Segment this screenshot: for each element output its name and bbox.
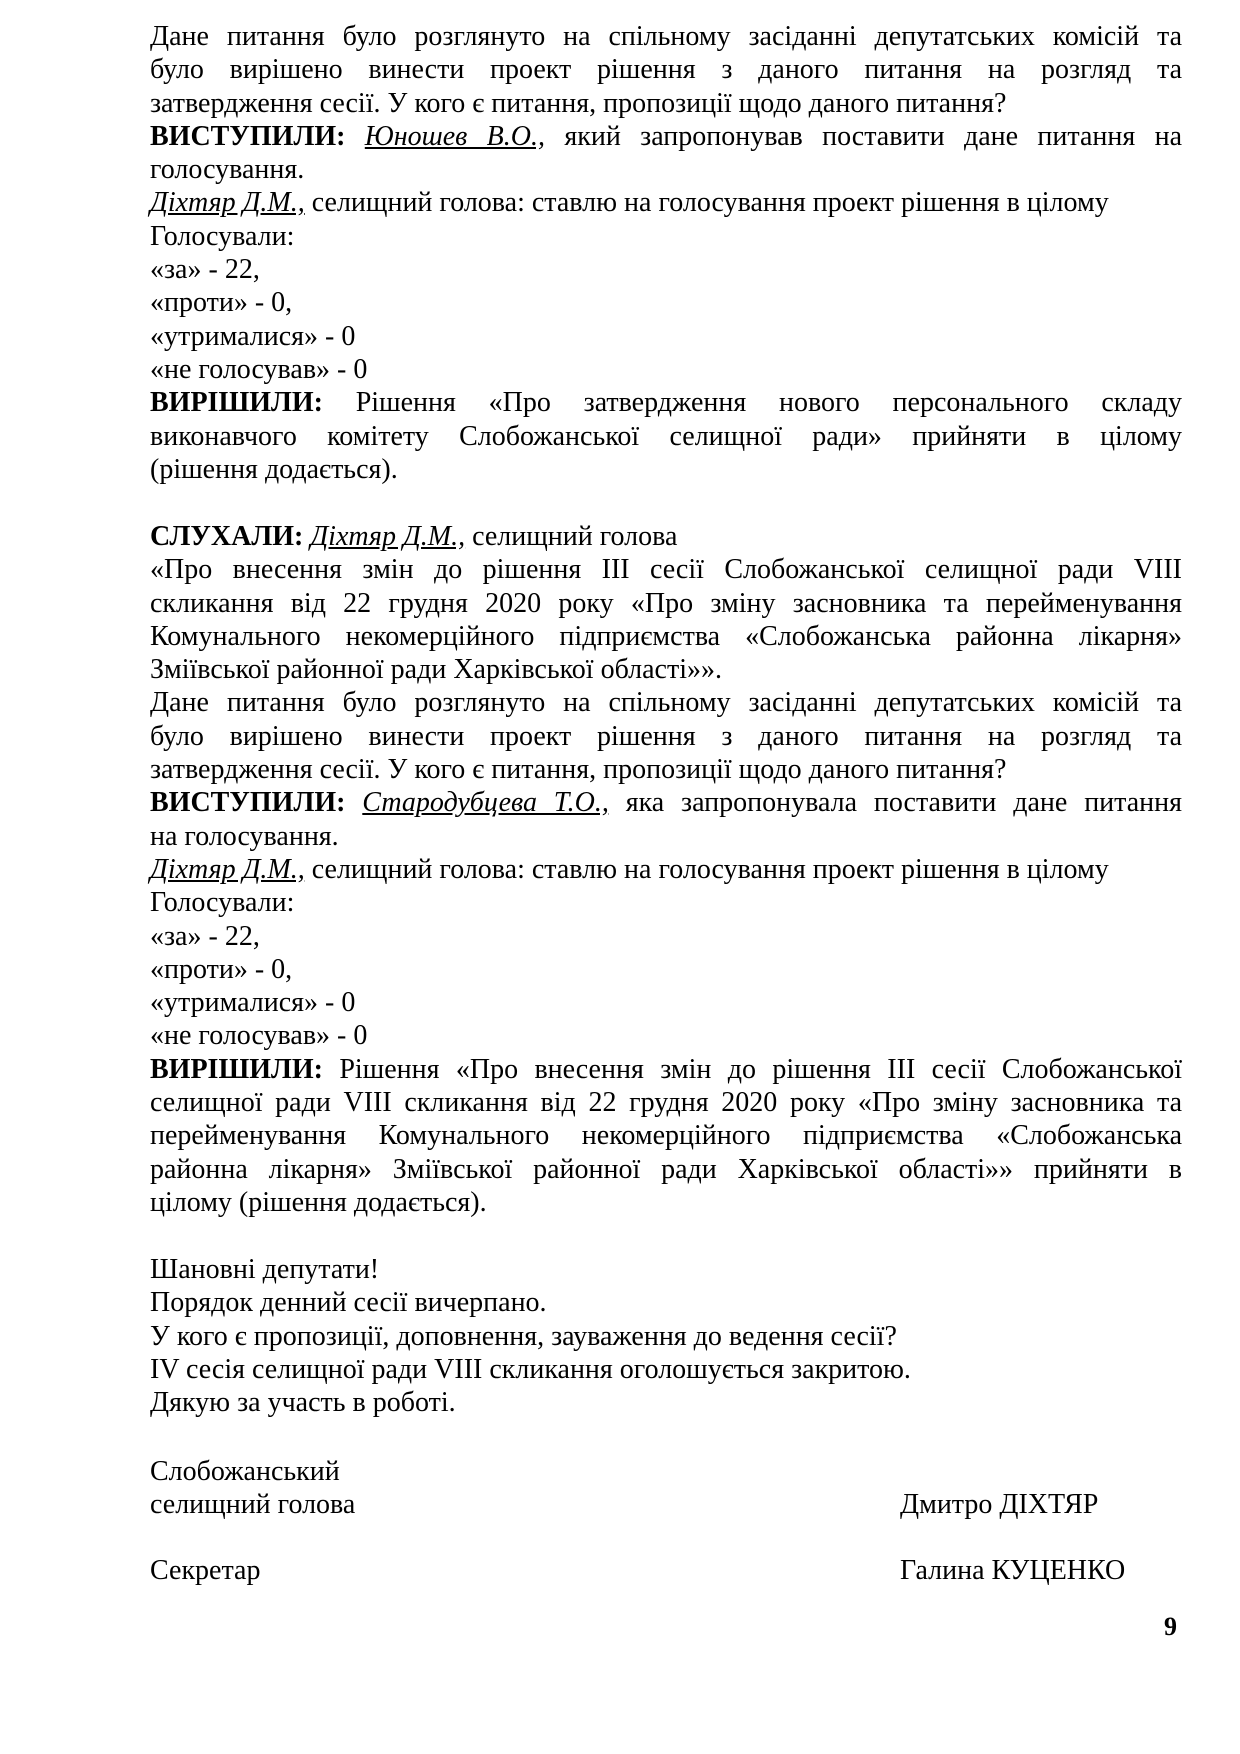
heard-name: Діхтяр Д.М., (310, 521, 466, 552)
head-title-line1: Слобожанський (150, 1456, 340, 1487)
head-statement-text: селищний голова: ставлю на голосування проект рішення в цілому (304, 853, 1109, 885)
spoke-line (150, 120, 1182, 153)
head-statement-text: селищний голова: ставлю на голосування проект рішення в цілому (304, 187, 1109, 219)
vote-against: «проти» - 0, (150, 287, 293, 319)
page-number: 9 (1164, 1612, 1177, 1641)
paragraph-line: затвердження сесії. У кого є питання, пропозиції щодо даного питання? (150, 754, 1007, 786)
decided-line: виконавчого комітету Слобожанської селищної ради» прийняти в цілому (150, 420, 1182, 452)
decided-line: (рішення додається). (150, 453, 398, 485)
topic-line: Комунального некомерційного підприємства «Слобожанська районна лікарня» (150, 620, 1182, 652)
closing-line: Порядок денний сесії вичерпано. (150, 1287, 547, 1319)
secretary-signature-name: Галина КУЦЕНКО (900, 1555, 1126, 1586)
decided-line: районна лікарня» Зміївської районної ради Харківської області»» прийняти в (150, 1153, 1182, 1185)
decided-label: ВИРІШИЛИ: (150, 1053, 323, 1085)
paragraph-line: Дане питання було розглянуто на спільному засіданні депутатських комісій та (150, 687, 1182, 719)
paragraph-line: затвердження сесії. У кого є питання, пропозиції щодо даного питання? (150, 87, 1007, 119)
head-name: Діхтяр Д.М., (150, 187, 305, 219)
voted-label: Голосували: (150, 887, 295, 919)
vote-for: «за» - 22, (150, 920, 260, 952)
heard-text: селищний голова (465, 521, 678, 552)
decided-text: Рішення «Про затвердження нового персонального складу (322, 387, 1182, 419)
speaker-name: Стародубцева Т.О., (362, 787, 609, 819)
voted-label: Голосували: (150, 220, 295, 252)
topic-line: Зміївської районної ради Харківської області»». (150, 654, 722, 686)
section-second-resolution (150, 520, 1182, 1219)
decided-line: перейменування Комунального некомерційного підприємства «Слобожанська (150, 1120, 1182, 1152)
heard-label: СЛУХАЛИ: (150, 521, 304, 552)
vote-not-voted: «не голосував» - 0 (150, 1020, 368, 1052)
speaker-name: Юношев В.О., (364, 120, 545, 152)
paragraph-line: було вирішено винести проект рішення з даного питання на розгляд та (150, 720, 1182, 752)
closing-line: У кого є пропозиції, доповнення, зауваження до ведення сесії? (150, 1320, 897, 1352)
decided-line: цілому (рішення додається). (150, 1186, 487, 1218)
decided-line: селищної ради VIII скликання від 22 грудня 2020 року «Про зміну засновника та (150, 1087, 1182, 1119)
closing-line: Дякую за участь в роботі. (150, 1387, 456, 1419)
vote-for: «за» - 22, (150, 254, 260, 286)
closing-remarks (150, 1253, 1182, 1419)
head-signature-name: Дмитро ДІХТЯР (900, 1489, 1099, 1520)
vote-abstain: «утрималися» - 0 (150, 320, 356, 352)
heard-line (150, 520, 1182, 553)
decided-line (150, 1053, 1182, 1086)
decided-label: ВИРІШИЛИ: (150, 387, 323, 419)
decided-line (150, 386, 1182, 419)
head-statement (150, 853, 1182, 886)
vote-against: «проти» - 0, (150, 953, 293, 985)
decided-text: Рішення «Про внесення змін до рішення ІІІ сесії Слобожанської (322, 1053, 1182, 1085)
spoke-line-cont: на голосування. (150, 820, 339, 852)
spoke-label: ВИСТУПИЛИ: (150, 787, 346, 819)
spoke-line-cont: голосування. (150, 154, 305, 186)
secretary-title: Секретар (150, 1555, 261, 1586)
head-title-line2: селищний голова (150, 1489, 356, 1520)
head-statement (150, 186, 1182, 219)
topic-line: «Про внесення змін до рішення ІІІ сесії Слобожанської селищної ради VIII (150, 554, 1182, 586)
section-first-resolution (150, 20, 1182, 486)
head-name: Діхтяр Д.М., (150, 853, 305, 885)
paragraph-line: Дане питання було розглянуто на спільному засіданні депутатських комісій та (150, 21, 1182, 52)
vote-not-voted: «не голосував» - 0 (150, 353, 368, 385)
spoke-text: яка запропонувала поставити дане питання (608, 787, 1182, 819)
topic-line: скликання від 22 грудня 2020 року «Про зміну засновника та перейменування (150, 587, 1182, 619)
closing-line: Шановні депутати! (150, 1254, 380, 1285)
closing-line: IV сесія селищної ради VIII скликання оголошується закритою. (150, 1353, 911, 1385)
paragraph-line: було вирішено винести проект рішення з даного питання на розгляд та (150, 54, 1182, 86)
vote-abstain: «утрималися» - 0 (150, 987, 356, 1019)
spoke-label: ВИСТУПИЛИ: (150, 120, 346, 152)
spoke-text: який запропонував поставити дане питання на (545, 120, 1182, 152)
spoke-line (150, 786, 1182, 819)
